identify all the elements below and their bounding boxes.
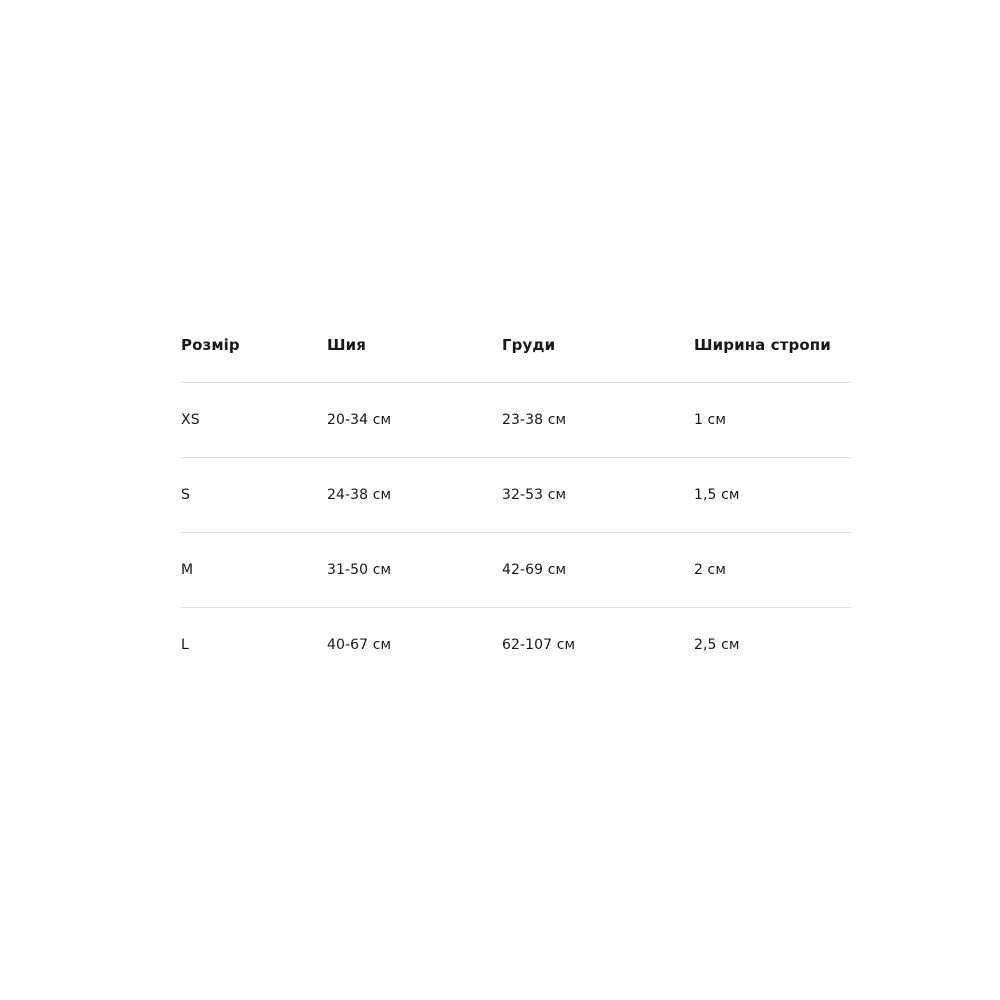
- header-strap-width: Ширина стропи: [694, 336, 831, 354]
- header-size: Розмір: [181, 336, 240, 354]
- cell-size: XS: [181, 412, 200, 428]
- cell-size: L: [181, 637, 189, 653]
- cell-strap-width: 2 см: [694, 562, 727, 578]
- cell-chest: 32-53 см: [502, 487, 567, 503]
- cell-size: M: [181, 562, 194, 578]
- cell-neck: 31-50 см: [327, 562, 392, 578]
- size-table: [181, 308, 851, 682]
- cell-neck: 20-34 см: [327, 412, 392, 428]
- cell-strap-width: 1,5 см: [694, 487, 740, 503]
- table-row: [181, 383, 851, 458]
- cell-neck: 40-67 см: [327, 637, 392, 653]
- cell-chest: 23-38 см: [502, 412, 567, 428]
- cell-chest: 42-69 см: [502, 562, 567, 578]
- table-row: [181, 458, 851, 533]
- header-neck: Шия: [327, 336, 366, 354]
- table-row: [181, 608, 851, 682]
- cell-chest: 62-107 см: [502, 637, 576, 653]
- cell-size: S: [181, 487, 190, 503]
- header-chest: Груди: [502, 336, 556, 354]
- cell-neck: 24-38 см: [327, 487, 392, 503]
- table-row: [181, 533, 851, 608]
- cell-strap-width: 1 см: [694, 412, 727, 428]
- table-header-row: [181, 308, 851, 383]
- cell-strap-width: 2,5 см: [694, 637, 740, 653]
